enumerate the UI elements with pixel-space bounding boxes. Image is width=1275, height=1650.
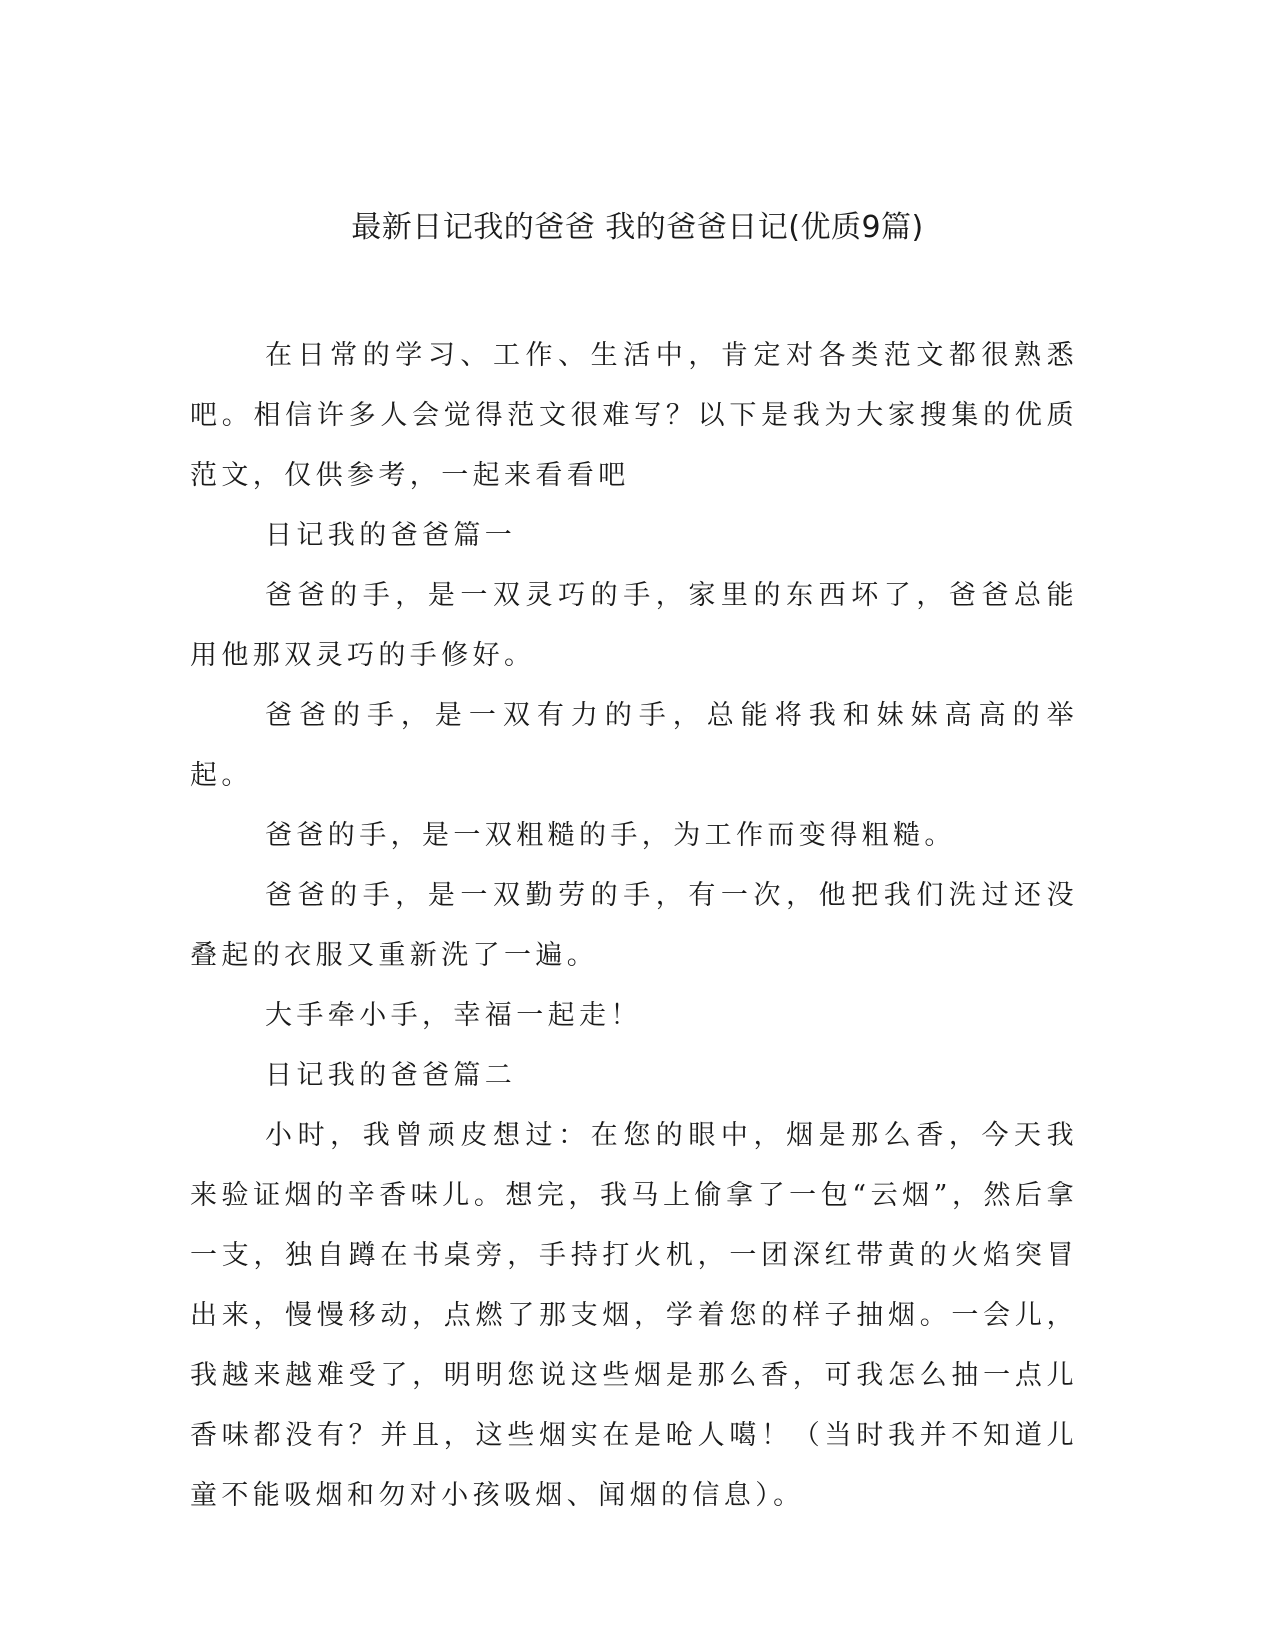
intro-paragraph: 在日常的学习、工作、生活中，肯定对各类范文都很熟悉吧。相信许多人会觉得范文很难写？以下是我为大家搜集的优质范文，仅供参考，一起来看看吧 — [190, 340, 1078, 491]
body-paragraph: 爸爸的手，是一双灵巧的手，家里的东西坏了，爸爸总能用他那双灵巧的手修好。 — [190, 580, 1078, 671]
section-heading-2: 日记我的爸爸篇二 — [265, 1060, 517, 1091]
body-paragraph: 小时，我曾顽皮想过：在您的眼中，烟是那么香，今天我来验证烟的辛香味儿。想完，我马上偷拿了一包“云烟”，然后拿一支，独自蹲在书桌旁，手持打火机，一团深红带黄的火焰突冒出来，慢慢移动，点燃了那支烟，学着您的样子抽烟。一会儿，我越来越难受了，明明您说这些烟是那么香，可我怎么抽一点儿香味都没有？并且，这些烟实在是呛人噶！（当时我并不知道儿童不能吸烟和勿对小孩吸烟、闻烟的信息）。 — [190, 1120, 1078, 1511]
document-body — [190, 326, 1078, 1526]
body-paragraph: 爸爸的手，是一双粗糙的手，为工作而变得粗糙。 — [265, 820, 956, 851]
document-title: 最新日记我的爸爸 我的爸爸日记(优质9篇) — [351, 210, 924, 245]
section-heading-1: 日记我的爸爸篇一 — [265, 520, 517, 551]
body-paragraph: 爸爸的手，是一双有力的手，总能将我和妹妹高高的举起。 — [190, 700, 1078, 791]
body-paragraph: 爸爸的手，是一双勤劳的手，有一次，他把我们洗过还没叠起的衣服又重新洗了一遍。 — [190, 880, 1078, 971]
body-paragraph: 大手牵小手，幸福一起走！ — [265, 1000, 642, 1031]
